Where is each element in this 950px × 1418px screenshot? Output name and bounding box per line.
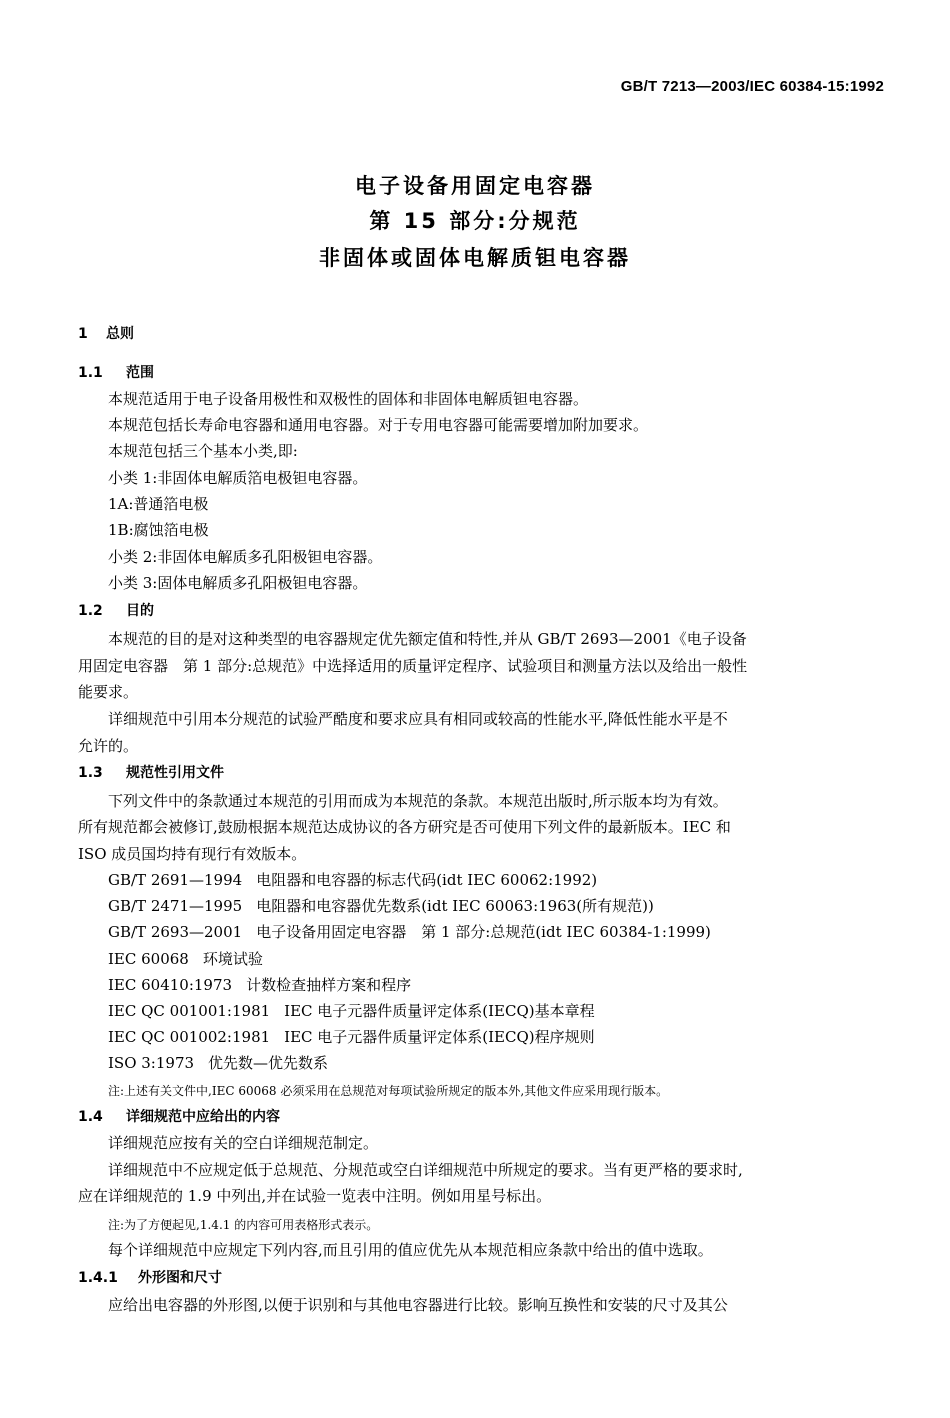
reference-item	[108, 870, 597, 890]
section-title: 范围	[126, 365, 154, 381]
section-number: 1.3	[78, 765, 103, 781]
note: 注:为了方便起见,1.4.1 的内容可用表格形式表示。	[108, 1218, 379, 1232]
paragraph: 小类 3:固体电解质多孔阳极钽电容器。	[108, 574, 368, 592]
reference-title: IEC 电子元器件质量评定体系(IECQ)程序规则	[284, 1028, 595, 1046]
document-title-line-3: 非固体或固体电解质钽电容器	[319, 246, 631, 270]
section-1-3-heading	[78, 763, 224, 783]
reference-code: IEC QC 001001:1981	[108, 1002, 271, 1020]
paragraph: 小类 2:非固体电解质多孔阳极钽电容器。	[108, 548, 383, 566]
standard-code: GB/T 7213—2003/IEC 60384-15:1992	[620, 78, 884, 95]
reference-item	[108, 949, 263, 969]
paragraph-line: 详细规范中引用本分规范的试验严酷度和要求应具有相同或较高的性能水平,降低性能水平是不	[108, 710, 728, 728]
reference-title: 电阻器和电容器优先数系(idt IEC 60063:1963(所有规范))	[256, 897, 654, 915]
reference-title: 计数检查抽样方案和程序	[246, 976, 412, 994]
paragraph-line: 应在详细规范的 1.9 中列出,并在试验一览表中注明。例如用星号标出。	[78, 1187, 552, 1205]
reference-title: 优先数—优先数系	[208, 1054, 329, 1072]
paragraph-line: 详细规范中不应规定低于总规范、分规范或空白详细规范中所规定的要求。当有更严格的要求时,	[108, 1161, 743, 1179]
reference-item	[108, 896, 654, 916]
paragraph: 1A:普通箔电极	[108, 495, 209, 513]
paragraph-line: 用固定电容器 第 1 部分:总规范》中选择适用的质量评定程序、试验项目和测量方法以及给出一般性	[78, 657, 748, 675]
paragraph: 详细规范应按有关的空白详细规范制定。	[108, 1134, 379, 1152]
paragraph: 本规范适用于电子设备用极性和双极性的固体和非固体电解质钽电容器。	[108, 390, 589, 408]
reference-item	[108, 1027, 595, 1047]
reference-code: GB/T 2691—1994	[108, 871, 243, 889]
reference-code: IEC QC 001002:1981	[108, 1028, 271, 1046]
paragraph: 小类 1:非固体电解质箔电极钽电容器。	[108, 469, 368, 487]
reference-item	[108, 922, 711, 942]
section-1-heading	[78, 324, 134, 344]
reference-code: GB/T 2693—2001	[108, 923, 243, 941]
reference-item	[108, 1001, 595, 1021]
section-1-1-heading	[78, 363, 154, 383]
paragraph-line: 所有规范都会被修订,鼓励根据本规范达成协议的各方研究是否可使用下列文件的最新版本。IEC 和	[78, 818, 731, 836]
document-title-line-1: 电子设备用固定电容器	[355, 174, 595, 198]
reference-code: ISO 3:1973	[108, 1054, 195, 1072]
reference-title: 环境试验	[202, 950, 263, 968]
paragraph-line: 允许的。	[78, 737, 139, 755]
reference-code: IEC 60068	[108, 950, 189, 968]
section-title: 目的	[126, 603, 154, 619]
section-1-4-1-heading	[78, 1268, 222, 1288]
section-1-2-heading	[78, 601, 154, 621]
paragraph-line: ISO 成员国均持有现行有效版本。	[78, 845, 307, 863]
reference-title: 电子设备用固定电容器 第 1 部分:总规范(idt IEC 60384-1:1999)	[256, 923, 711, 941]
paragraph: 应给出电容器的外形图,以便于识别和与其他电容器进行比较。影响互换性和安装的尺寸及其公	[108, 1296, 728, 1314]
section-number: 1.4	[78, 1109, 103, 1125]
section-title: 规范性引用文件	[126, 765, 224, 781]
reference-title: IEC 电子元器件质量评定体系(IECQ)基本章程	[284, 1002, 595, 1020]
section-number: 1	[78, 326, 88, 342]
reference-title: 电阻器和电容器的标志代码(idt IEC 60062:1992)	[256, 871, 598, 889]
paragraph: 每个详细规范中应规定下列内容,而且引用的值应优先从本规范相应条款中给出的值中选取。	[108, 1241, 713, 1259]
paragraph: 1B:腐蚀箔电极	[108, 521, 209, 539]
paragraph-line: 能要求。	[78, 683, 139, 701]
reference-item	[108, 975, 411, 995]
section-title: 总则	[106, 326, 134, 342]
section-title: 外形图和尺寸	[138, 1270, 222, 1286]
paragraph: 本规范包括三个基本小类,即:	[108, 442, 298, 460]
reference-item	[108, 1053, 328, 1073]
note: 注:上述有关文件中,IEC 60068 必须采用在总规范对每项试验所规定的版本外,其他文件应采用现行版本。	[108, 1084, 669, 1098]
paragraph-line: 下列文件中的条款通过本规范的引用而成为本规范的条款。本规范出版时,所示版本均为有效。	[108, 792, 728, 810]
section-number: 1.1	[78, 365, 103, 381]
paragraph: 本规范包括长寿命电容器和通用电容器。对于专用电容器可能需要增加附加要求。	[108, 416, 649, 434]
paragraph-line: 本规范的目的是对这种类型的电容器规定优先额定值和特性,并从 GB/T 2693—2001《电子设备	[108, 630, 747, 648]
reference-code: IEC 60410:1973	[108, 976, 233, 994]
reference-code: GB/T 2471—1995	[108, 897, 243, 915]
document-title-line-2: 第 15 部分:分规范	[369, 209, 581, 233]
section-number: 1.4.1	[78, 1270, 118, 1286]
section-1-4-heading	[78, 1107, 280, 1127]
section-title: 详细规范中应给出的内容	[126, 1109, 280, 1125]
section-number: 1.2	[78, 603, 103, 619]
